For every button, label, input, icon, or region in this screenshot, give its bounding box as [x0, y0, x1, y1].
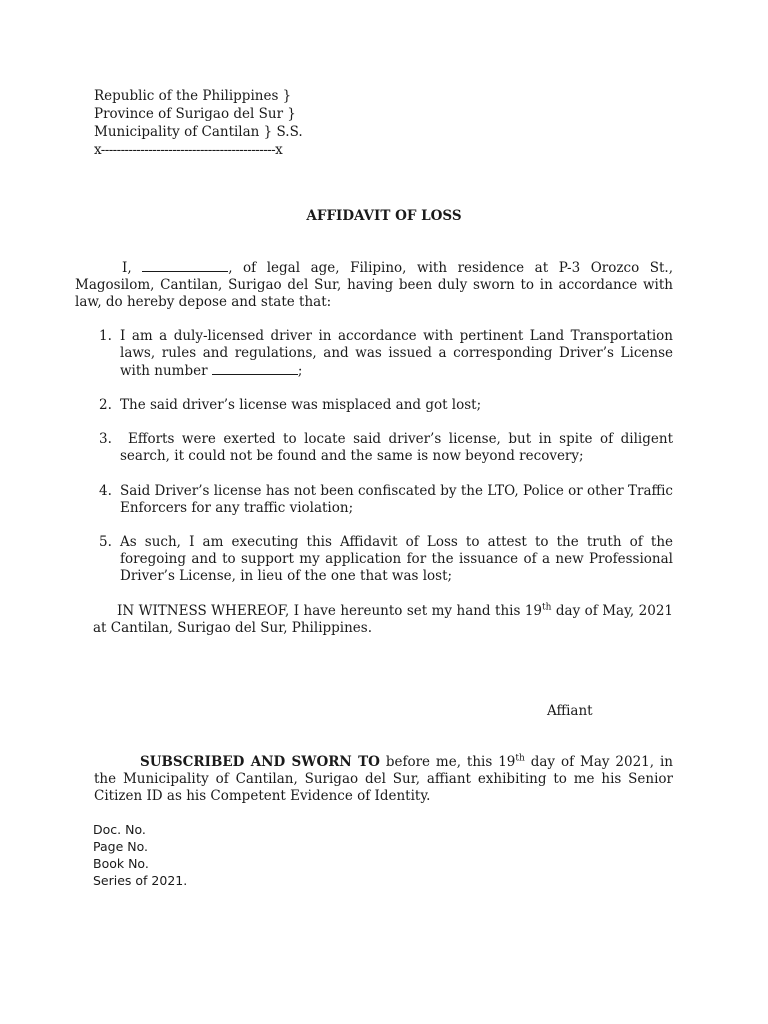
jurat-before: before me, this 19 — [379, 754, 516, 770]
jurat-after: day of May 2021, in the Municipality of Cantilan, Surigao del Sur, affiant exhibiting to me his Senior Citizen ID as his Competent Evidence of Identity. — [94, 754, 673, 804]
intro-paragraph — [75, 259, 673, 311]
witness-sup: th — [542, 602, 552, 613]
jurat-paragraph — [94, 754, 673, 805]
witness-after: day of May, 2021 at Cantilan, Surigao del Sur, Philippines. — [93, 603, 673, 636]
item-1-suffix: ; — [297, 363, 303, 379]
venue-separator: x--------------------------------------------x — [94, 142, 283, 158]
item-1-number: 1. — [99, 328, 112, 344]
intro-prefix: I, — [122, 260, 143, 276]
book-no-label: Book No. — [93, 856, 149, 871]
witness-before: IN WITNESS WHEREOF, I have hereunto set my hand this 19 — [117, 603, 543, 619]
page-no-label: Page No. — [93, 839, 148, 854]
item-4-number: 4. — [99, 483, 112, 499]
affiant-label: Affiant — [547, 703, 593, 719]
document-title: AFFIDAVIT OF LOSS — [306, 208, 462, 224]
notarial-block — [93, 821, 187, 889]
item-5-number: 5. — [99, 534, 112, 550]
item-2-number: 2. — [99, 397, 112, 413]
series-label: Series of 2021. — [93, 873, 188, 888]
jurat-sup: th — [515, 753, 525, 764]
venue-province: Province of Surigao del Sur } — [94, 106, 296, 122]
item-4-text: Said Driver’s license has not been confiscated by the LTO, Police or other Traffic Enforcers for any traffic violation; — [120, 483, 673, 516]
venue-republic: Republic of the Philippines } — [94, 88, 292, 104]
venue-municipality: Municipality of Cantilan } S.S. — [94, 124, 303, 140]
item-3-text: Efforts were exerted to locate said driver’s license, but in spite of diligent search, it could not be found and the same is now beyond recovery; — [120, 431, 673, 464]
item-1-text — [120, 328, 673, 380]
license-number-blank — [212, 362, 298, 375]
item-2-text: The said driver’s license was misplaced and got lost; — [120, 397, 482, 413]
item-5-text: As such, I am executing this Affidavit of Loss to attest to the truth of the foregoing and to support my application for the issuance of a new Professional Driver’s License, in lieu of the one that was lost; — [120, 534, 673, 584]
witness-clause — [93, 603, 673, 637]
venue-block — [94, 87, 303, 159]
item-3-number: 3. — [99, 431, 112, 447]
doc-no-label: Doc. No. — [93, 822, 146, 837]
item-1-body: I am a duly-licensed driver in accordance with pertinent Land Transportation laws, rules and regulations, and was issued a corresponding Driver’s License with number — [120, 328, 673, 379]
name-blank — [142, 259, 228, 272]
intro-text: , of legal age, Filipino, with residence at P-3 Orozco St., Magosilom, Cantilan, Surigao del Sur, having been duly sworn to in accordance with law, do hereby depose and state that: — [75, 260, 673, 310]
jurat-bold: SUBSCRIBED AND SWORN TO — [140, 754, 380, 770]
